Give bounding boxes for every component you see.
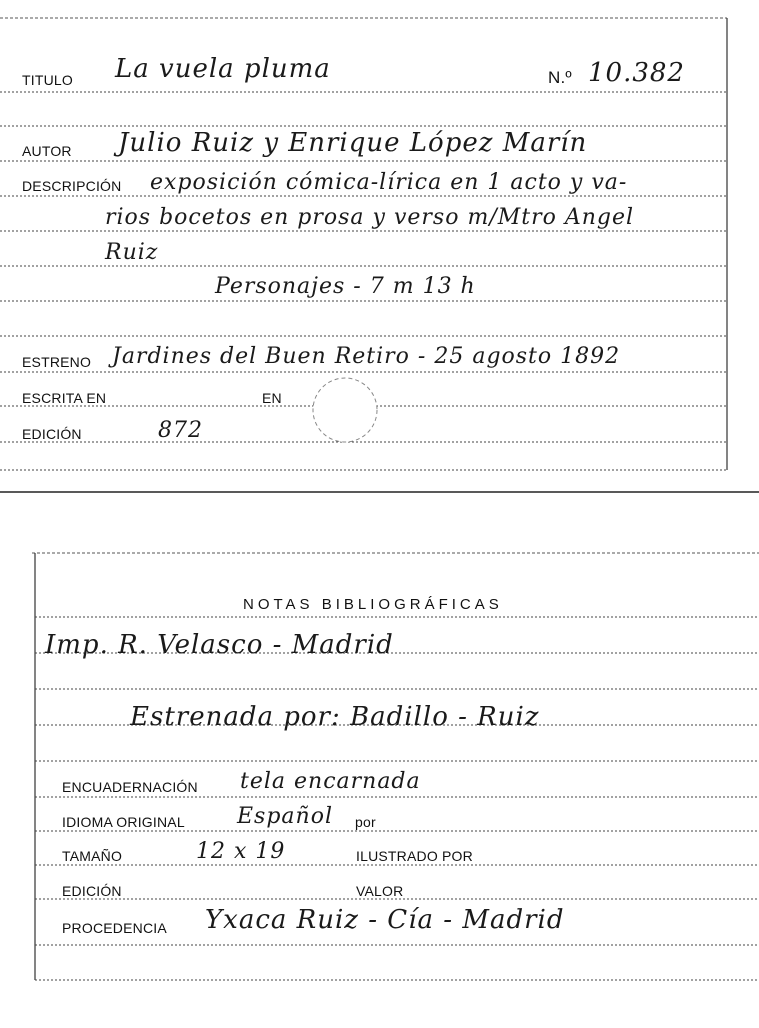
edition-value: 872: [158, 418, 203, 443]
description-line-1: exposición cómica-lírica en 1 acto y va-: [150, 170, 628, 195]
language-label: IDIOMA ORIGINAL: [62, 814, 185, 830]
origin-value: Yxaca Ruiz - Cía - Madrid: [205, 905, 565, 935]
size-value: 12 x 19: [196, 839, 286, 864]
binding-label: ENCUADERNACIÓN: [62, 779, 198, 795]
description-label: DESCRIPCIÓN: [22, 178, 122, 194]
size-label: TAMAÑO: [62, 848, 123, 864]
notes-heading: NOTAS BIBLIOGRÁFICAS: [243, 596, 503, 613]
personajes-note: Personajes - 7 m 13 h: [215, 274, 476, 299]
number-label: N.º: [548, 68, 572, 87]
notes-card: [0, 545, 759, 1028]
description-line-2: rios bocetos en prosa y verso m/Mtro Angel: [105, 205, 635, 230]
catalog-card: [0, 0, 759, 495]
premiere-value: Jardines del Buen Retiro - 25 agosto 1892: [112, 344, 621, 369]
title-label: TITULO: [22, 72, 73, 88]
note-line-2: Estrenada por: Badillo - Ruiz: [130, 702, 540, 732]
punch-hole: [313, 378, 377, 442]
author-label: AUTOR: [22, 143, 72, 159]
written-label: ESCRITA EN: [22, 390, 107, 406]
premiere-label: ESTRENO: [22, 354, 92, 370]
author-value: Julio Ruiz y Enrique López Marín: [118, 128, 588, 158]
title-value: La vuela pluma: [115, 54, 331, 84]
por-label: por: [355, 814, 376, 830]
binding-value: tela encarnada: [240, 769, 421, 794]
description-line-3: Ruiz: [105, 240, 159, 265]
written-en-label: EN: [262, 390, 282, 406]
notes-edition-label: EDICIÓN: [62, 883, 122, 899]
illustrated-label: ILUSTRADO POR: [356, 848, 473, 864]
note-line-1: Imp. R. Velasco - Madrid: [45, 630, 394, 660]
value-label: VALOR: [356, 883, 404, 899]
edition-label: EDICIÓN: [22, 426, 82, 442]
language-value: Español: [237, 804, 333, 829]
origin-label: PROCEDENCIA: [62, 920, 167, 936]
number-value: 10.382: [588, 58, 685, 88]
